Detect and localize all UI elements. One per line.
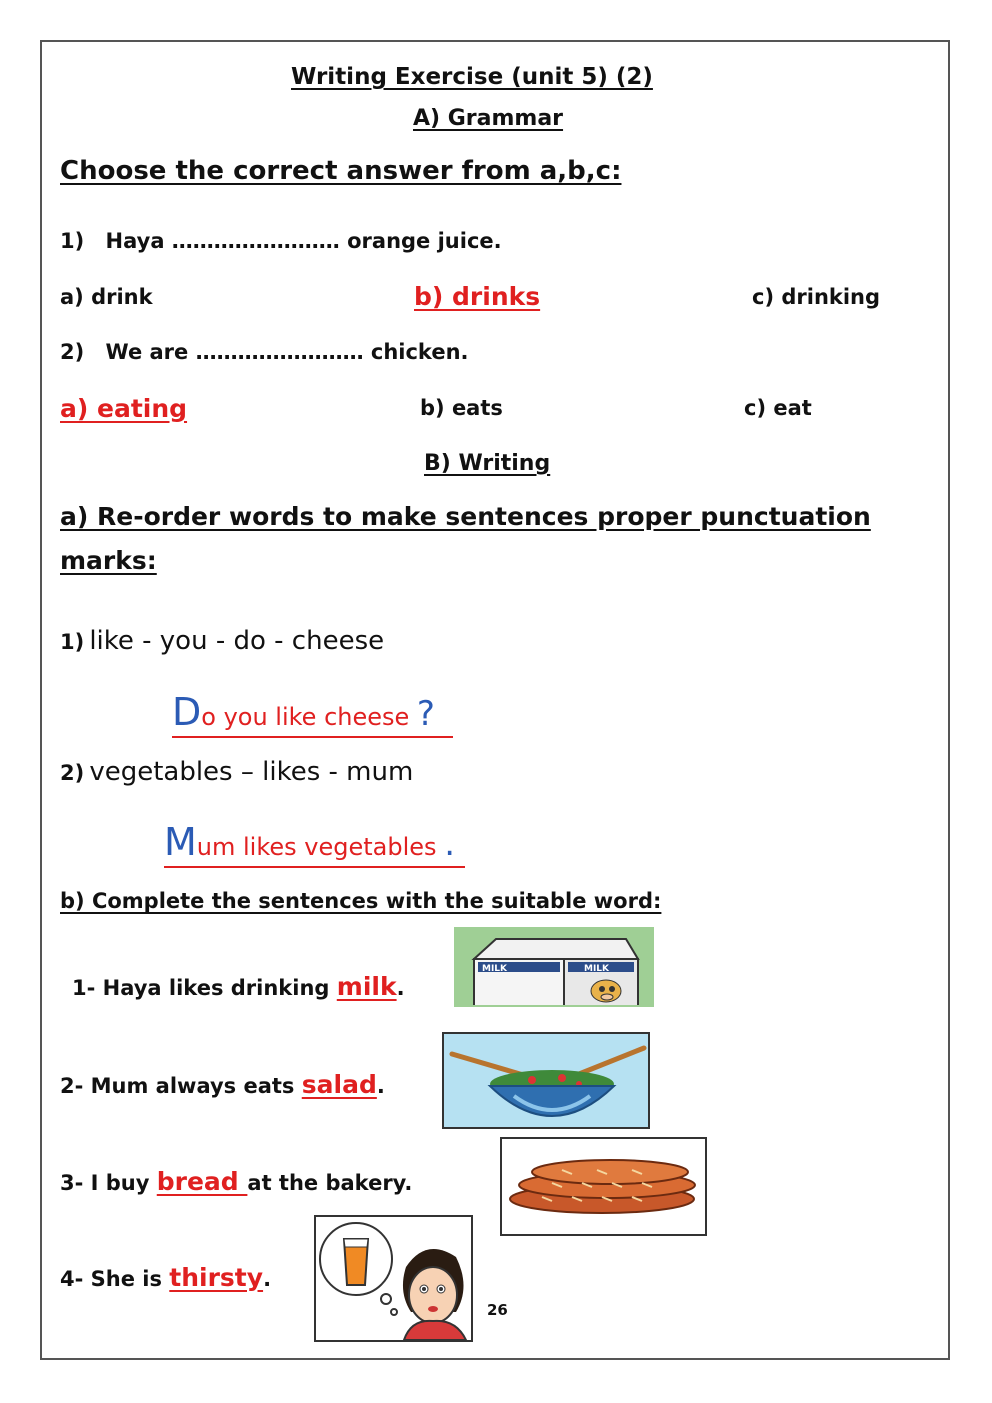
reorder-1-text: like - you - do - cheese (89, 626, 385, 656)
complete-1-answer: milk (336, 972, 397, 1001)
reorder-2-punctuation: . (444, 824, 455, 864)
bread-image (500, 1137, 707, 1236)
complete-2-after: . (376, 1074, 385, 1098)
q2-option-b: b) eats (420, 396, 503, 420)
page-number: 26 (487, 1301, 508, 1319)
reorder-2-words (60, 757, 413, 787)
complete-2 (60, 1070, 385, 1099)
page-title: Writing Exercise (unit 5) (2) (291, 64, 653, 90)
complete-2-before: 2- Mum always eats (60, 1074, 302, 1098)
question-1 (60, 229, 502, 253)
question-1-number: 1) (60, 229, 85, 253)
question-2-number: 2) (60, 340, 85, 364)
complete-2-answer: salad (301, 1070, 377, 1099)
complete-4-before: 4- She is (60, 1267, 170, 1291)
milk-label-left: MILK (482, 964, 508, 974)
reorder-2-capital: M (164, 820, 197, 864)
complete-4-answer: thirsty (169, 1263, 264, 1292)
reorder-instruction-line1: a) Re-order words to make sentences proper punctuation (60, 502, 871, 531)
complete-3-before: 3- I buy (60, 1171, 157, 1195)
milk-carton-image (454, 927, 654, 1007)
reorder-instruction-line2: marks: (60, 546, 157, 575)
question-2 (60, 340, 469, 364)
complete-1 (72, 972, 405, 1001)
reorder-1-rest: o you like cheese (201, 703, 417, 731)
q2-option-a-answer: a) eating (60, 394, 188, 423)
q1-option-b-answer: b) drinks (414, 282, 541, 311)
reorder-1-number: 1) (60, 630, 85, 654)
complete-1-before: 1- Haya likes drinking (72, 976, 337, 1000)
milk-carton-icon (456, 929, 654, 1007)
section-b-heading: B) Writing (424, 451, 551, 476)
q1-option-c: c) drinking (752, 285, 881, 309)
reorder-2-rest: um likes vegetables (196, 833, 445, 861)
reorder-1-words (60, 626, 384, 656)
complete-4-after: . (263, 1267, 272, 1291)
q2-option-c: c) eat (744, 396, 812, 420)
reorder-1-answer (172, 690, 453, 738)
milk-label-right: MILK (584, 964, 610, 974)
reorder-2-number: 2) (60, 761, 85, 785)
complete-3-after: at the bakery. (247, 1171, 413, 1195)
reorder-2-text: vegetables – likes - mum (89, 757, 414, 787)
reorder-1-capital: D (172, 690, 202, 734)
salad-bowl-icon (444, 1034, 648, 1127)
complete-4 (60, 1263, 271, 1292)
reorder-2-answer (164, 820, 465, 868)
section-a-heading: A) Grammar (413, 106, 564, 131)
bread-icon (502, 1139, 705, 1234)
complete-3-answer: bread (156, 1167, 248, 1196)
q1-option-a: a) drink (60, 285, 153, 309)
thirsty-girl-icon (316, 1217, 471, 1340)
complete-instruction: b) Complete the sentences with the suitable word: (60, 889, 662, 913)
question-1-text: Haya …………………… orange juice. (105, 229, 502, 253)
reorder-1-punctuation: ? (416, 694, 435, 734)
complete-3 (60, 1167, 412, 1196)
salad-bowl-image (442, 1032, 650, 1129)
grammar-instruction: Choose the correct answer from a,b,c: (60, 156, 622, 186)
thirsty-girl-image (314, 1215, 473, 1342)
complete-1-after: . (396, 976, 405, 1000)
question-2-text: We are …………………… chicken. (105, 340, 469, 364)
